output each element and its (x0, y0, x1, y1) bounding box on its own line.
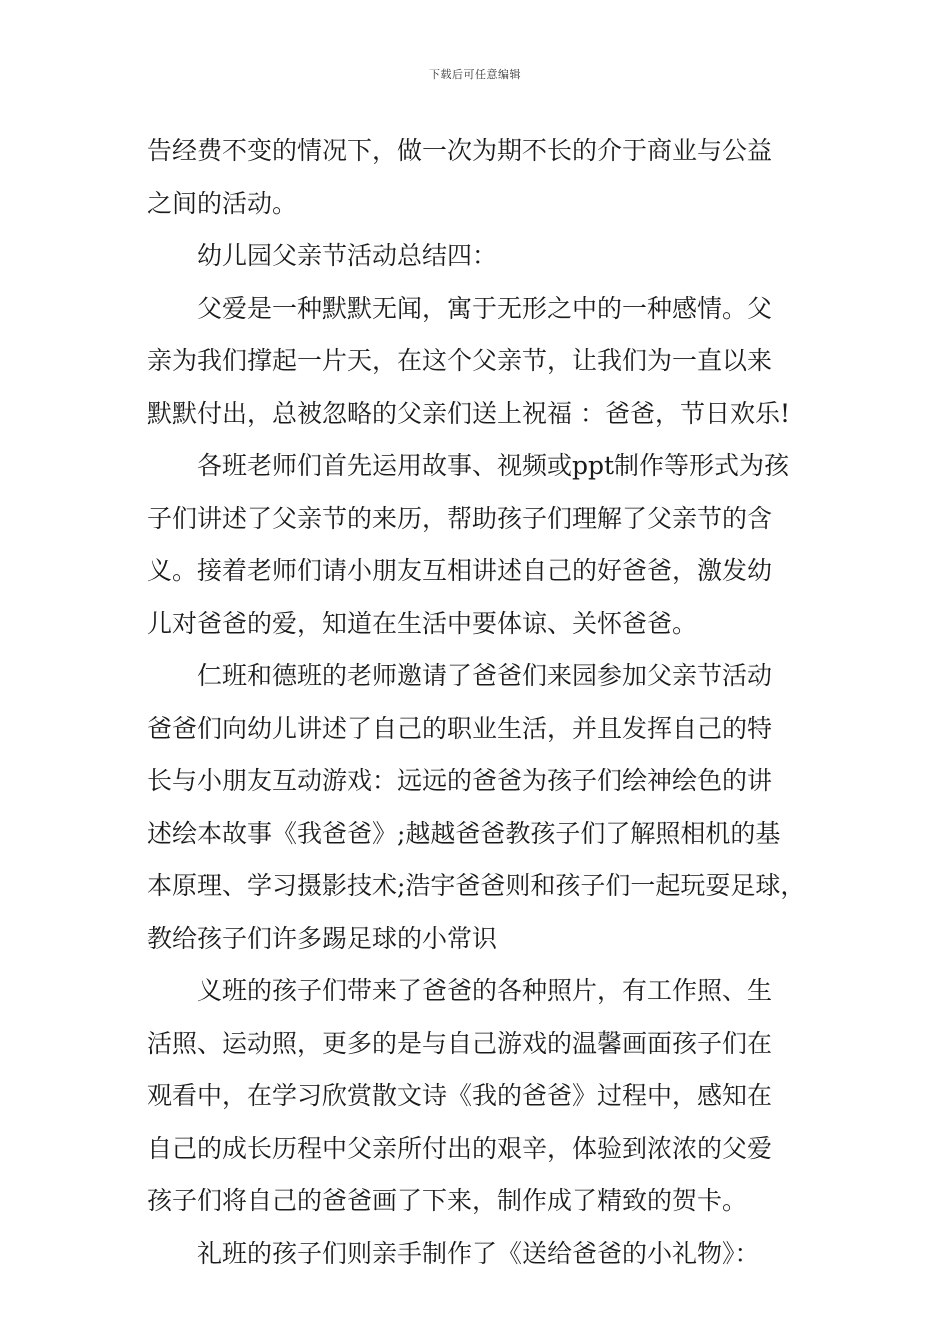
document-body (147, 125, 812, 1280)
text-line: 子们讲述了父亲节的来历，帮助孩子们理解了父亲节的含 (147, 503, 773, 533)
header-note: 下载后可任意编辑 (429, 68, 521, 81)
text-line: 教给孩子们许多踢足球的小常识 (147, 923, 498, 953)
text-line: 长与小朋友互动游戏：远远的爸爸为孩子们绘神绘色的讲 (147, 766, 773, 795)
text-line: 义。接着老师们请小朋友互相讲述自己的好爸爸，激发幼 (147, 556, 773, 585)
text-line: 告经费不变的情况下，做一次为期不长的介于商业与公益 (147, 136, 773, 165)
paragraph-start: 仁班和德班的老师邀请了爸爸们来园参加父亲节活动 (197, 661, 773, 690)
text-line: 之间的活动。 (147, 188, 298, 218)
paragraph-start: 各班老师们首先运用故事、视频或ppt制作等形式为孩 (197, 451, 790, 480)
text-line: 自己的成长历程中父亲所付出的艰辛，体验到浓浓的父爱 (147, 1133, 773, 1163)
text-line: 述绘本故事《我爸爸》;越越爸爸教孩子们了解照相机的基 (147, 818, 781, 848)
text-line: 观看中，在学习欣赏散文诗《我的爸爸》过程中，感知在 (147, 1081, 773, 1110)
text-line: 亲为我们撑起一片天，在这个父亲节，让我们为一直以来 (147, 346, 773, 375)
text-line: 爸爸们向幼儿讲述了自己的职业生活，并且发挥自己的特 (147, 713, 773, 743)
text-line: 孩子们将自己的爸爸画了下来，制作成了精致的贺卡。 (147, 1186, 748, 1215)
paragraph-start: 义班的孩子们带来了爸爸的各种照片，有工作照、生 (197, 976, 773, 1005)
section-heading: 幼儿园父亲节活动总结四： (197, 241, 498, 270)
text-line: 活照、运动照，更多的是与自己游戏的温馨画面孩子们在 (147, 1028, 773, 1058)
paragraph-start: 礼班的孩子们则亲手制作了《送给爸爸的小礼物》： (197, 1238, 760, 1268)
text-line: 默默付出，总被忽略的父亲们送上祝福 ：爸爸，节日欢乐! (147, 398, 790, 428)
text-line: 本原理、学习摄影技术;浩宇爸爸则和孩子们一起玩耍足球， (147, 871, 806, 900)
paragraph-start: 父爱是一种默默无闻，寓于无形之中的一种感情。父 (197, 293, 773, 323)
text-line: 儿对爸爸的爱，知道在生活中要体谅、关怀爸爸。 (147, 608, 698, 638)
